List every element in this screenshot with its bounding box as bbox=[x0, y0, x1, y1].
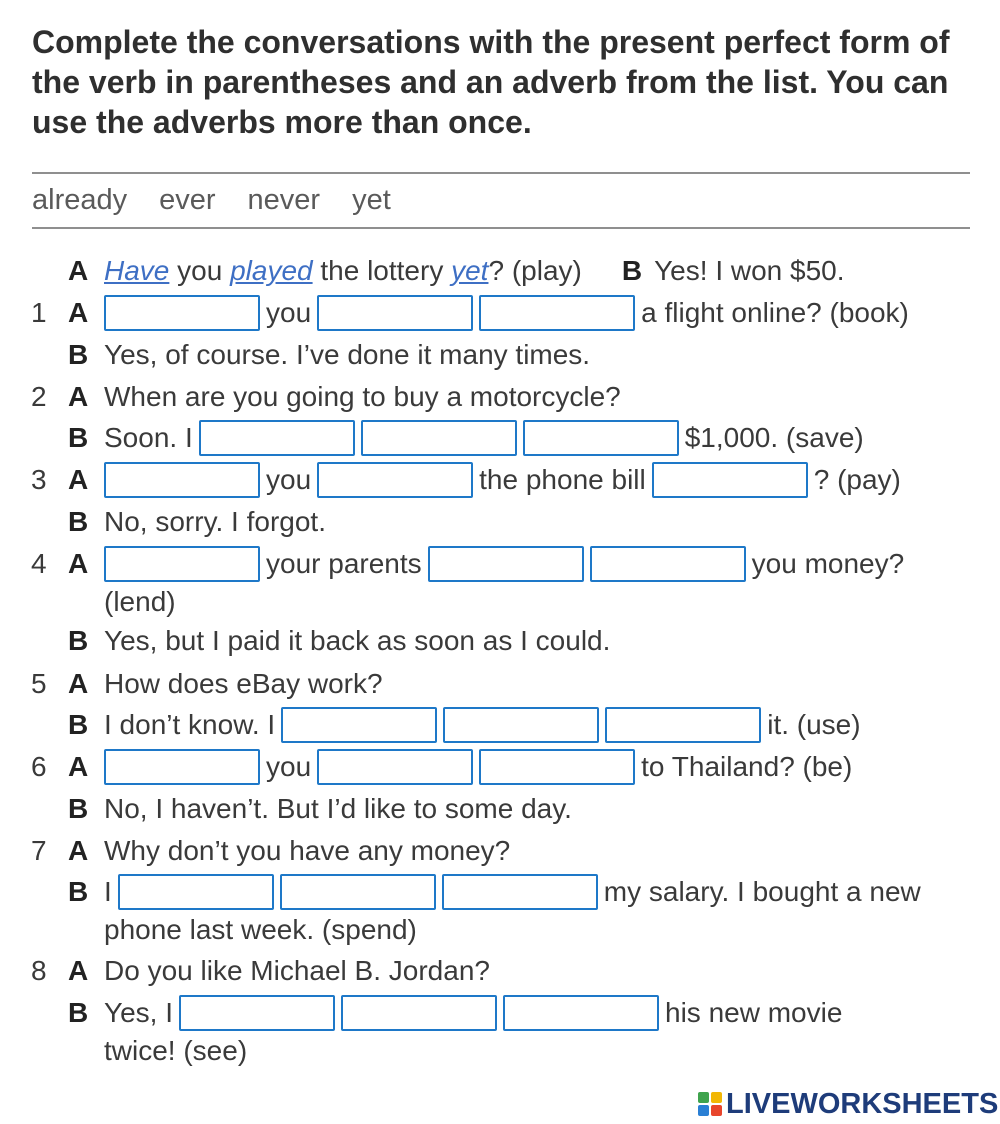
answer-input[interactable] bbox=[118, 874, 274, 910]
instructions: Complete the conversations with the present perfect form of the verb in parentheses and an adverb from the list. You can use the adverbs more than once. bbox=[32, 24, 950, 140]
speaker-label: A bbox=[68, 955, 89, 986]
sentence-text: you bbox=[266, 464, 312, 495]
sentence-text: I bbox=[104, 876, 112, 907]
logo-square bbox=[698, 1105, 709, 1116]
adverb-word: already bbox=[32, 184, 128, 216]
sentence-text: you money? bbox=[751, 548, 905, 579]
answer-input[interactable] bbox=[479, 749, 635, 785]
logo-square bbox=[698, 1092, 709, 1103]
answer-input[interactable] bbox=[104, 749, 260, 785]
adverb-word: yet bbox=[352, 184, 391, 216]
sentence-text: you bbox=[266, 751, 312, 782]
speaker-label: B bbox=[621, 255, 643, 286]
sentence-text: Do you like Michael B. Jordan? bbox=[104, 955, 490, 986]
speaker-label: B bbox=[68, 793, 89, 824]
bottom-divider bbox=[32, 227, 970, 229]
speaker-label: B bbox=[68, 422, 89, 453]
sentence-text: Why don’t you have any money? bbox=[104, 835, 511, 866]
top-divider bbox=[32, 172, 970, 174]
logo-square bbox=[711, 1105, 722, 1116]
example-answer: yet bbox=[451, 255, 489, 286]
answer-input[interactable] bbox=[605, 707, 761, 743]
sentence-text: Yes, but I paid it back as soon as I could. bbox=[104, 625, 611, 656]
speaker-label: A bbox=[68, 464, 89, 495]
sentence-text: his new movie bbox=[665, 997, 843, 1028]
question-number: 7 bbox=[31, 835, 47, 866]
question-number: 4 bbox=[31, 548, 47, 579]
speaker-label: A bbox=[68, 548, 89, 579]
sentence-text: a flight online? (book) bbox=[641, 297, 909, 328]
speaker-label: A bbox=[68, 255, 89, 286]
adverb-word: never bbox=[247, 184, 321, 216]
example-text: you bbox=[169, 255, 231, 286]
logo-square bbox=[711, 1092, 722, 1103]
question-number: 1 bbox=[31, 297, 47, 328]
answer-input[interactable] bbox=[179, 995, 335, 1031]
speaker-label: B bbox=[68, 506, 89, 537]
answer-input[interactable] bbox=[443, 707, 599, 743]
answer-input[interactable] bbox=[199, 420, 355, 456]
answer-input[interactable] bbox=[442, 874, 598, 910]
answer-input[interactable] bbox=[104, 546, 260, 582]
speaker-label: A bbox=[68, 835, 89, 866]
adverb-word: ever bbox=[159, 184, 216, 216]
sentence-text: No, I haven’t. But I’d like to some day. bbox=[104, 793, 572, 824]
question-number: 3 bbox=[31, 464, 47, 495]
example-text: ? (play) bbox=[488, 255, 582, 286]
sentence-text: When are you going to buy a motorcycle? bbox=[104, 381, 621, 412]
sentence-text: the phone bill bbox=[479, 464, 646, 495]
speaker-label: A bbox=[68, 751, 89, 782]
question-number: 2 bbox=[31, 381, 47, 412]
answer-input[interactable] bbox=[503, 995, 659, 1031]
speaker-label: B bbox=[68, 709, 89, 740]
speaker-label: B bbox=[68, 997, 89, 1028]
question-number: 5 bbox=[31, 668, 47, 699]
speaker-label: B bbox=[68, 625, 89, 656]
sentence-text: to Thailand? (be) bbox=[641, 751, 853, 782]
sentence-text: I don’t know. I bbox=[104, 709, 276, 740]
answer-input[interactable] bbox=[479, 295, 635, 331]
sentence-text: twice! (see) bbox=[104, 1035, 248, 1066]
answer-input[interactable] bbox=[361, 420, 517, 456]
example-answer: Have bbox=[104, 255, 170, 286]
answer-input[interactable] bbox=[652, 462, 808, 498]
sentence-text: ? (pay) bbox=[813, 464, 901, 495]
sentence-text: $1,000. (save) bbox=[684, 422, 864, 453]
example-answer: played bbox=[230, 255, 313, 286]
answer-input[interactable] bbox=[341, 995, 497, 1031]
answer-input[interactable] bbox=[523, 420, 679, 456]
answer-input[interactable] bbox=[317, 749, 473, 785]
sentence-text: Yes, I bbox=[104, 997, 174, 1028]
sentence-text: you bbox=[266, 297, 312, 328]
sentence-text: Soon. I bbox=[104, 422, 193, 453]
brand-name: LIVEWORKSHEETS bbox=[726, 1087, 999, 1120]
sentence-text: phone last week. (spend) bbox=[104, 914, 417, 945]
answer-input[interactable] bbox=[317, 462, 473, 498]
sentence-text: Yes, of course. I’ve done it many times. bbox=[104, 339, 591, 370]
sentence-text: my salary. I bought a new bbox=[603, 876, 921, 907]
question-number: 6 bbox=[31, 751, 47, 782]
answer-input[interactable] bbox=[104, 295, 260, 331]
example-reply: Yes! I won $50. bbox=[654, 255, 845, 286]
speaker-label: A bbox=[68, 381, 89, 412]
adverb-list bbox=[32, 184, 391, 220]
sentence-text: No, sorry. I forgot. bbox=[104, 506, 326, 537]
speaker-label: A bbox=[68, 297, 89, 328]
speaker-label: B bbox=[68, 339, 89, 370]
sentence-text: your parents bbox=[266, 548, 422, 579]
logo-mark-icon bbox=[698, 1092, 722, 1116]
sentence-text: How does eBay work? bbox=[104, 668, 383, 699]
answer-input[interactable] bbox=[428, 546, 584, 582]
sentence-text: (lend) bbox=[104, 586, 176, 617]
example-text: the lottery bbox=[312, 255, 452, 286]
answer-input[interactable] bbox=[317, 295, 473, 331]
speaker-label: B bbox=[68, 876, 89, 907]
answer-input[interactable] bbox=[590, 546, 746, 582]
answer-input[interactable] bbox=[104, 462, 260, 498]
question-number: 8 bbox=[31, 955, 47, 986]
answer-input[interactable] bbox=[281, 707, 437, 743]
liveworksheets-logo[interactable] bbox=[698, 1084, 998, 1124]
speaker-label: A bbox=[68, 668, 89, 699]
answer-input[interactable] bbox=[280, 874, 436, 910]
sentence-text: it. (use) bbox=[767, 709, 861, 740]
